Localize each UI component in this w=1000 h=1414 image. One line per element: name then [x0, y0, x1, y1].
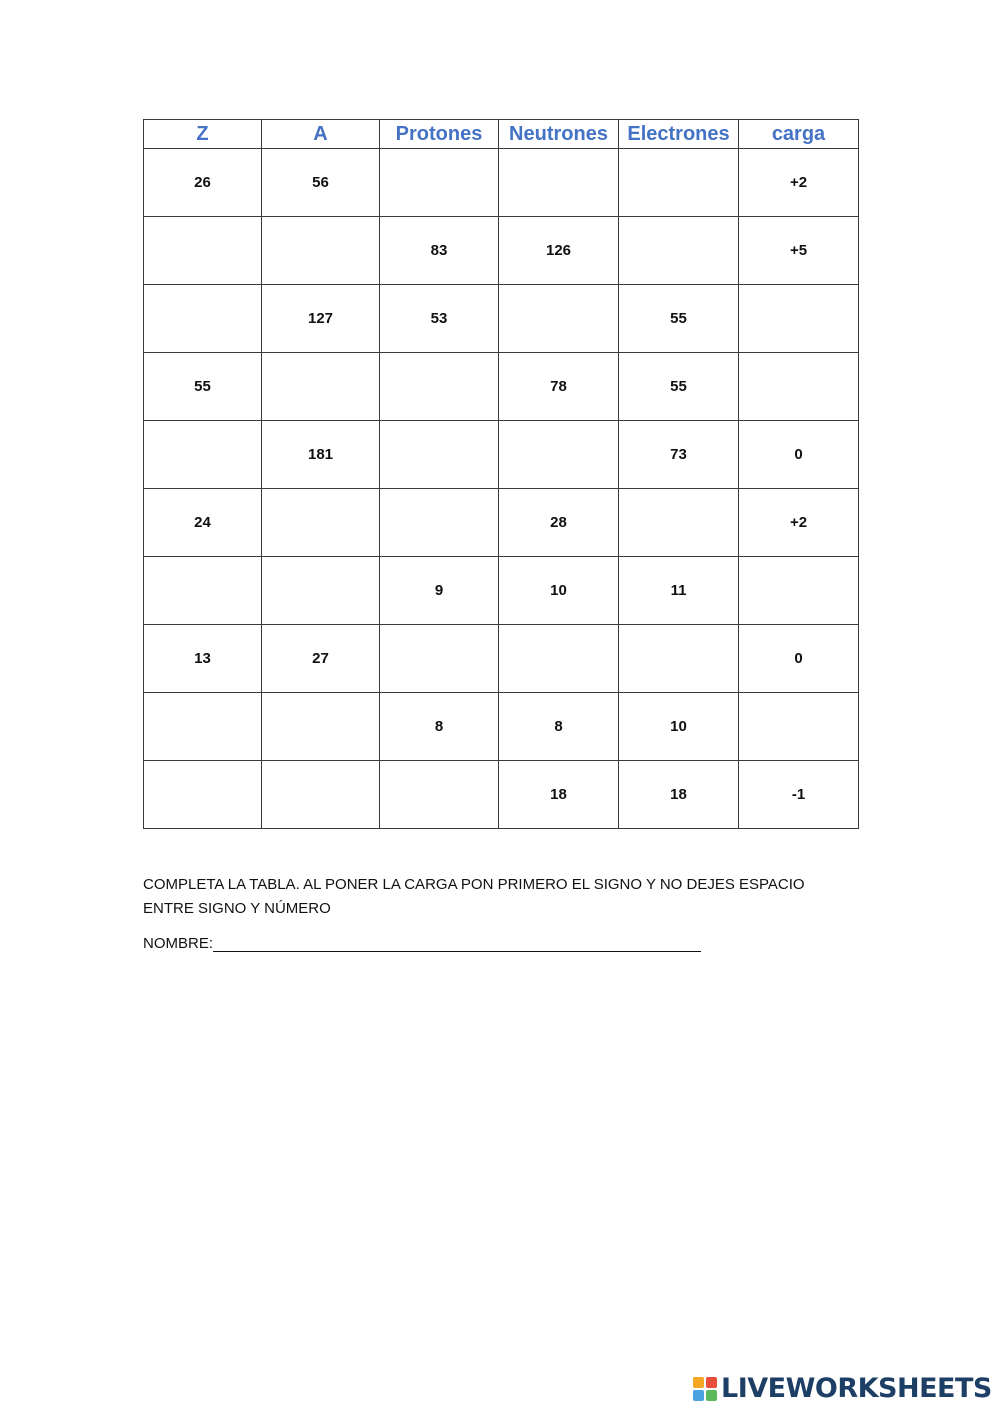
table-row — [144, 353, 859, 421]
cell-carga[interactable] — [739, 557, 859, 625]
table-row — [144, 489, 859, 557]
cell-a: 127 — [262, 285, 380, 353]
cell-z[interactable] — [144, 217, 262, 285]
header-carga: carga — [739, 120, 859, 149]
cell-neutrones: 78 — [499, 353, 619, 421]
cell-a[interactable] — [262, 217, 380, 285]
cell-electrones[interactable] — [619, 217, 739, 285]
table-row — [144, 285, 859, 353]
cell-neutrones[interactable] — [499, 149, 619, 217]
logo-square-1 — [693, 1377, 704, 1388]
cell-protones: 83 — [380, 217, 499, 285]
cell-z: 13 — [144, 625, 262, 693]
cell-electrones: 10 — [619, 693, 739, 761]
cell-carga[interactable] — [739, 693, 859, 761]
cell-carga[interactable] — [739, 285, 859, 353]
table-row — [144, 149, 859, 217]
logo-square-3 — [693, 1390, 704, 1401]
cell-carga: 0 — [739, 421, 859, 489]
cell-a[interactable] — [262, 557, 380, 625]
cell-z: 26 — [144, 149, 262, 217]
nombre-field[interactable] — [143, 935, 701, 952]
cell-z[interactable] — [144, 421, 262, 489]
cell-electrones: 18 — [619, 761, 739, 829]
cell-carga: 0 — [739, 625, 859, 693]
table-row — [144, 217, 859, 285]
cell-a[interactable] — [262, 693, 380, 761]
cell-electrones: 55 — [619, 353, 739, 421]
table-body — [144, 149, 859, 829]
cell-electrones[interactable] — [619, 489, 739, 557]
cell-carga: -1 — [739, 761, 859, 829]
instructions-line-2: ENTRE SIGNO Y NÚMERO — [143, 900, 331, 917]
cell-protones[interactable] — [380, 761, 499, 829]
cell-a[interactable] — [262, 489, 380, 557]
cell-electrones: 55 — [619, 285, 739, 353]
table-row — [144, 421, 859, 489]
cell-a[interactable] — [262, 761, 380, 829]
cell-electrones: 73 — [619, 421, 739, 489]
liveworksheets-logo-icon — [693, 1377, 717, 1401]
logo-square-4 — [706, 1390, 717, 1401]
header-row — [144, 120, 859, 149]
nombre-label: NOMBRE: — [143, 935, 214, 952]
instructions — [143, 873, 843, 921]
cell-neutrones[interactable] — [499, 421, 619, 489]
cell-carga: +2 — [739, 489, 859, 557]
cell-z[interactable] — [144, 557, 262, 625]
cell-carga: +2 — [739, 149, 859, 217]
cell-z: 55 — [144, 353, 262, 421]
cell-z[interactable] — [144, 285, 262, 353]
cell-neutrones: 10 — [499, 557, 619, 625]
nombre-blank-line[interactable] — [213, 935, 701, 952]
cell-a: 181 — [262, 421, 380, 489]
table-row — [144, 557, 859, 625]
atom-table — [143, 119, 859, 829]
cell-neutrones: 8 — [499, 693, 619, 761]
header-protones: Protones — [380, 120, 499, 149]
header-neutrones: Neutrones — [499, 120, 619, 149]
logo-square-2 — [706, 1377, 717, 1388]
cell-z[interactable] — [144, 761, 262, 829]
cell-neutrones[interactable] — [499, 285, 619, 353]
cell-protones: 8 — [380, 693, 499, 761]
table-row — [144, 693, 859, 761]
cell-neutrones: 18 — [499, 761, 619, 829]
instructions-line-1: COMPLETA LA TABLA. AL PONER LA CARGA PON PRIMERO EL SIGNO Y NO DEJES ESPACIO — [143, 876, 805, 893]
cell-z: 24 — [144, 489, 262, 557]
cell-carga: +5 — [739, 217, 859, 285]
table-row — [144, 625, 859, 693]
cell-protones[interactable] — [380, 421, 499, 489]
brand — [693, 1373, 992, 1404]
cell-protones[interactable] — [380, 489, 499, 557]
cell-electrones: 11 — [619, 557, 739, 625]
cell-neutrones: 126 — [499, 217, 619, 285]
header-z: Z — [144, 120, 262, 149]
cell-protones[interactable] — [380, 625, 499, 693]
cell-protones[interactable] — [380, 353, 499, 421]
cell-protones: 53 — [380, 285, 499, 353]
cell-protones[interactable] — [380, 149, 499, 217]
cell-a: 27 — [262, 625, 380, 693]
cell-a[interactable] — [262, 353, 380, 421]
cell-z[interactable] — [144, 693, 262, 761]
cell-electrones[interactable] — [619, 625, 739, 693]
header-a: A — [262, 120, 380, 149]
cell-neutrones: 28 — [499, 489, 619, 557]
table-row — [144, 761, 859, 829]
header-electrones: Electrones — [619, 120, 739, 149]
cell-protones: 9 — [380, 557, 499, 625]
cell-neutrones[interactable] — [499, 625, 619, 693]
brand-name: LIVEWORKSHEETS — [721, 1373, 992, 1404]
cell-a: 56 — [262, 149, 380, 217]
cell-carga[interactable] — [739, 353, 859, 421]
cell-electrones[interactable] — [619, 149, 739, 217]
